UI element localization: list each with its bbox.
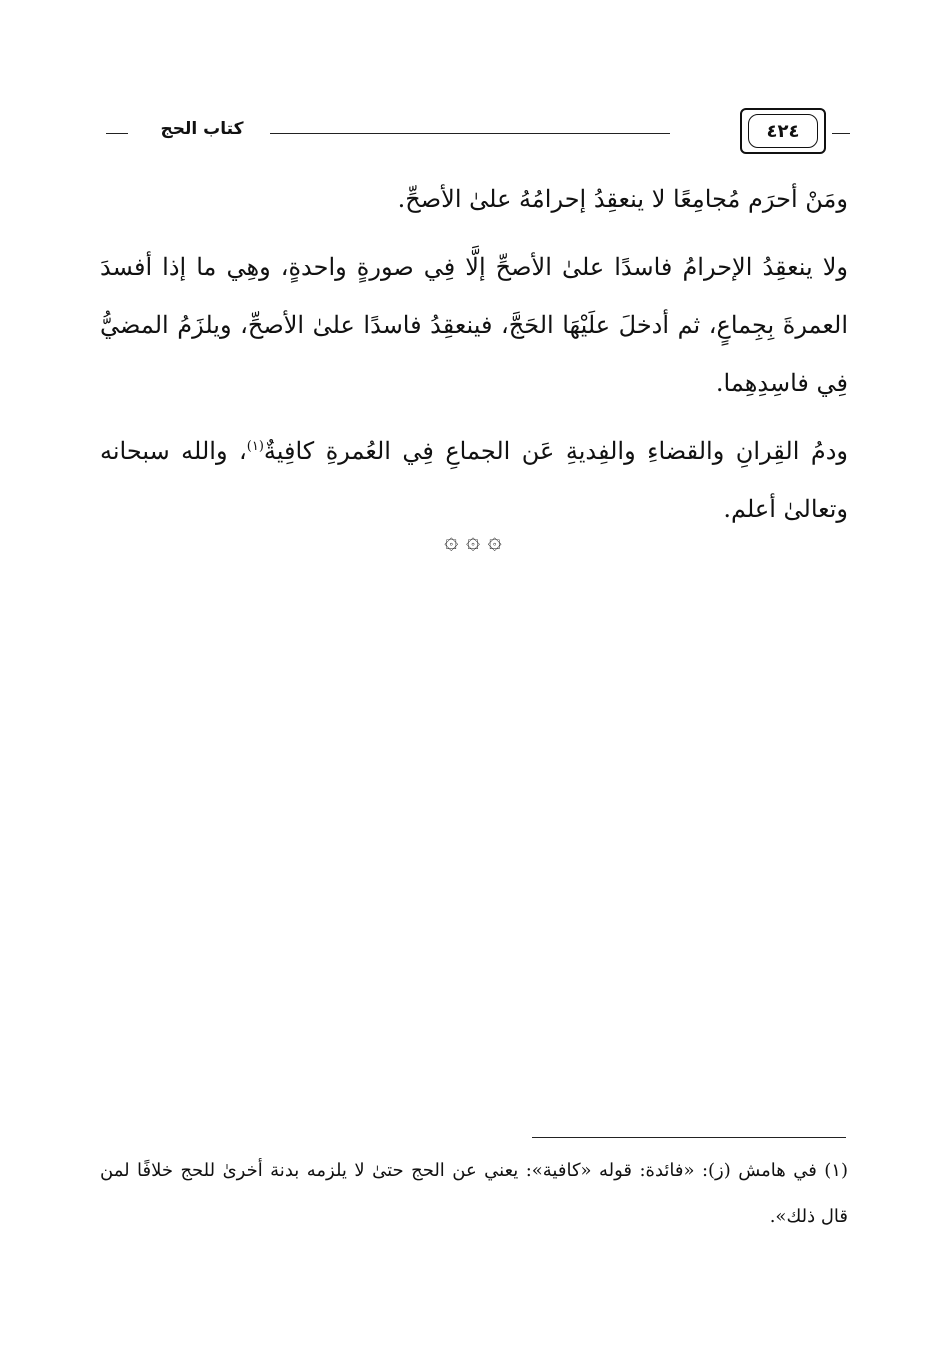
- page-number: ٤٢٤: [748, 114, 818, 148]
- paragraph: ومَنْ أحرَم مُجامِعًا لا ينعقِدُ إحرامُهُ علىٰ الأصحِّ.: [397, 185, 848, 213]
- main-text: [100, 170, 848, 548]
- footnote-reference[interactable]: (١): [246, 439, 264, 454]
- header-rule-right: [832, 133, 850, 134]
- section-ornament-icons: ۞ ۞ ۞: [444, 526, 502, 554]
- page-number-frame: [740, 108, 826, 154]
- paragraph-text: ، والله سبحانه وتعالىٰ أعلم.: [100, 437, 848, 523]
- running-title: كتاب الحج: [160, 119, 244, 139]
- paragraph: ولا ينعقِدُ الإحرامُ فاسدًا علىٰ الأصحِّ إلَّا فِي صورةٍ واحدةٍ، وهِي ما إذا أفسدَ العمرةَ بِجِماعٍ، ثم أدخلَ علَيْهَا الحَجَّ، فينعقِدُ فاسدًا علىٰ الأصحِّ، ويلزَمُ المضيُّ فِي فاسِدِهِما.: [100, 253, 848, 397]
- paragraph: [100, 422, 848, 538]
- header-rule-left: [106, 133, 128, 134]
- footnotes: [100, 1148, 848, 1240]
- paragraph-text: ودمُ القِرانِ والقضاءِ والفِديةِ عَن الجماعِ فِي العُمرةِ كافِيةٌ: [263, 437, 848, 465]
- header-rule: [270, 133, 670, 134]
- footnote-separator: [532, 1137, 846, 1138]
- page-header: [100, 103, 850, 163]
- footnote: (١) في هامش (ز): «فائدة: قوله «كافية»: يعني عن الحج حتىٰ لا يلزمه بدنة أخرىٰ للحج خلافًا لمن قال ذلك».: [100, 1160, 848, 1227]
